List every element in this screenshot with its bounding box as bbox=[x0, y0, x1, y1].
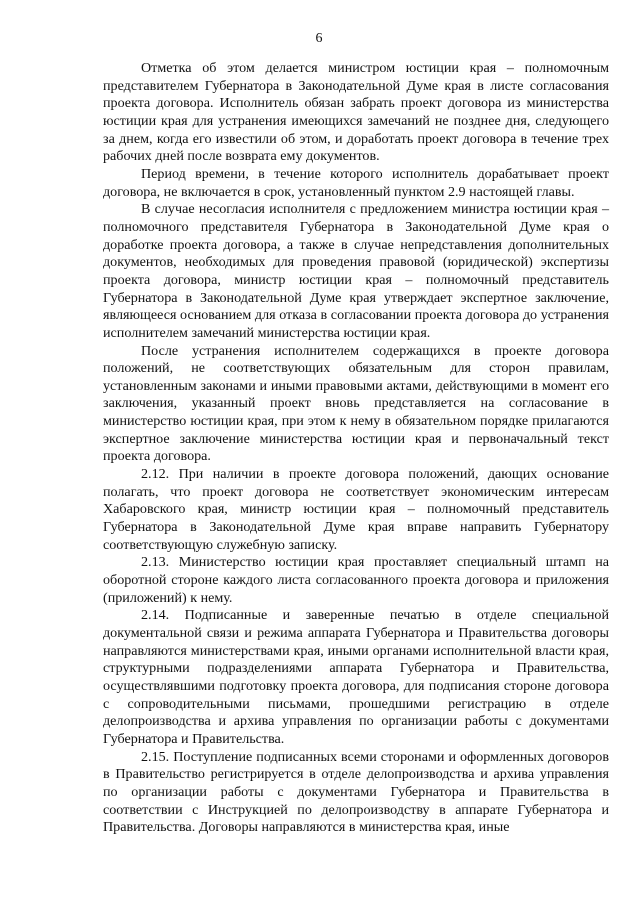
paragraph: В случае несогласия исполнителя с предложением министра юстиции края – полномочного представителя Губернатора в Законодательной Думе края о доработке проекта договора, а также в случае непредставления дополнительных документов, необходимых для проведения правовой (юридической) экспертизы проекта договора, министр юстиции края – полномочный представитель Губернатора в Законодательной Думе края утверждает экспертное заключение, являющееся основанием для отказа в согласовании проекта договора до устранения исполнителем замечаний министерства юстиции края. bbox=[103, 201, 609, 341]
paragraph: Отметка об этом делается министром юстиции края – полномочным представителем Губернатора в Законодательной Думе края в листе согласования проекта договора. Исполнитель обязан забрать проект договора из министерства юстиции края для устранения имеющихся замечаний не позднее дня, следующего за днем, когда его известили об этом, и доработать проект договора в течение трех рабочих дней после возврата ему документов. bbox=[103, 60, 609, 165]
paragraph: Период времени, в течение которого исполнитель дорабатывает проект договора, не включается в срок, установленный пунктом 2.9 настоящей главы. bbox=[103, 165, 609, 200]
paragraph: 2.15. Поступление подписанных всеми сторонами и оформленных договоров в Правительство регистрируется в отделе делопроизводства и архива управления по организации работы с документами Губернатора и Правительства в соответствии с Инструкцией по делопроизводству в аппарате Губернатора и Правительства. Договоры направляются в министерства края, иные bbox=[103, 748, 609, 836]
paragraph: После устранения исполнителем содержащихся в проекте договора положений, не соответствующих обязательным для сторон правилам, установленным законами и иными правовыми актами, действующими в момент его заключения, указанный проект вновь представляется на согласование в министерство юстиции края, при этом к нему в обязательном порядке прилагаются экспертное заключение министерства юстиции края и первоначальный текст проекта договора. bbox=[103, 342, 609, 465]
document-body bbox=[103, 60, 609, 837]
paragraph: 2.13. Министерство юстиции края проставляет специальный штамп на оборотной стороне каждого листа согласованного проекта договора и приложения (приложений) к нему. bbox=[103, 554, 609, 606]
page-number: 6 bbox=[315, 31, 323, 46]
paragraph: 2.14. Подписанные и заверенные печатью в отделе специальной документальной связи и режима аппарата Губернатора и Правительства договоры направляются министерствами края, иными органами исполнительной власти края, структурными подразделениями аппарата Губернатора и Правительства, осуществлявшими подготовку проекта договора, для подписания стороне договора с сопроводительными письмами, прошедшими регистрацию в отделе делопроизводства и архива управления по организации работы с документами Губернатора и Правительства. bbox=[103, 607, 609, 747]
paragraph: 2.12. При наличии в проекте договора положений, дающих основание полагать, что проект договора не соответствует экономическим интересам Хабаровского края, министр юстиции края – полномочный представитель Губернатора в Законодательной Думе края вправе направить Губернатору соответствующую служебную записку. bbox=[103, 466, 609, 553]
